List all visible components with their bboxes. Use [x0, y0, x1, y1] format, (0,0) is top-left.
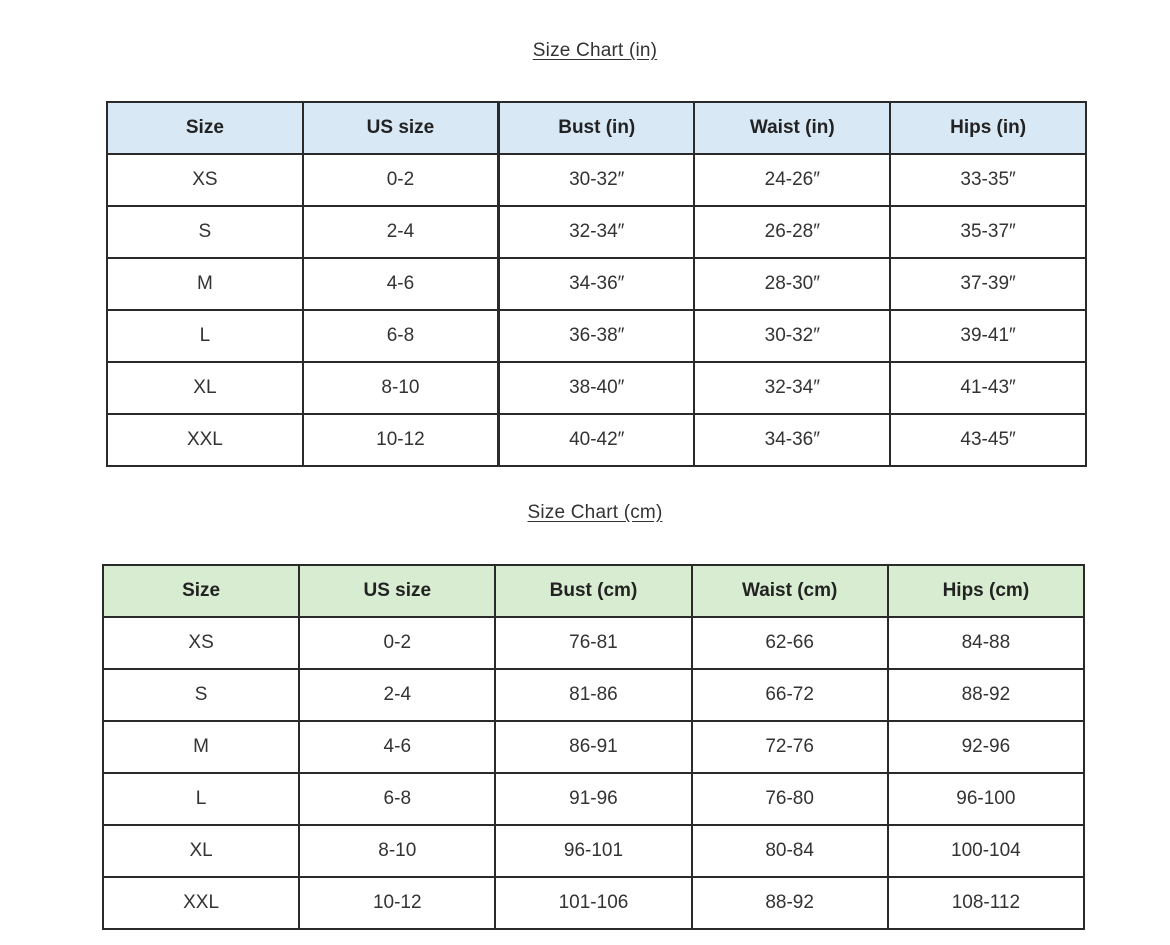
- cell-size: L: [103, 773, 299, 825]
- cell-hips: 84-88: [888, 617, 1084, 669]
- size-chart-in-title: Size Chart (in): [532, 40, 658, 61]
- cell-size: XS: [107, 154, 303, 206]
- cell-size: XXL: [107, 414, 303, 466]
- table-row: [107, 258, 1086, 310]
- table-row: [103, 825, 1084, 877]
- cell-waist: 26-28″: [694, 206, 890, 258]
- table-row: [107, 310, 1086, 362]
- table-row: [107, 206, 1086, 258]
- cell-bust: 76-81: [495, 617, 691, 669]
- cell-size: L: [107, 310, 303, 362]
- cell-waist: 72-76: [692, 721, 888, 773]
- cell-size: M: [103, 721, 299, 773]
- header-us-size: US size: [303, 102, 499, 154]
- cell-hips: 33-35″: [890, 154, 1086, 206]
- cell-us-size: 4-6: [299, 721, 495, 773]
- cell-waist: 32-34″: [694, 362, 890, 414]
- cell-us-size: 6-8: [299, 773, 495, 825]
- header-hips: Hips (cm): [888, 565, 1084, 617]
- header-hips: Hips (in): [890, 102, 1086, 154]
- cell-hips: 37-39″: [890, 258, 1086, 310]
- cell-us-size: 6-8: [303, 310, 499, 362]
- size-chart-in-table: [106, 101, 1087, 467]
- cell-hips: 39-41″: [890, 310, 1086, 362]
- cell-hips: 108-112: [888, 877, 1084, 929]
- table-row: [107, 414, 1086, 466]
- cell-size: XXL: [103, 877, 299, 929]
- cell-waist: 24-26″: [694, 154, 890, 206]
- cell-hips: 35-37″: [890, 206, 1086, 258]
- cell-bust: 86-91: [495, 721, 691, 773]
- cell-hips: 92-96: [888, 721, 1084, 773]
- header-size: Size: [107, 102, 303, 154]
- cell-bust: 101-106: [495, 877, 691, 929]
- header-bust: Bust (in): [499, 102, 695, 154]
- cell-bust: 40-42″: [499, 414, 695, 466]
- cell-us-size: 2-4: [299, 669, 495, 721]
- header-size: Size: [103, 565, 299, 617]
- cell-waist: 28-30″: [694, 258, 890, 310]
- cell-us-size: 2-4: [303, 206, 499, 258]
- cell-size: S: [103, 669, 299, 721]
- table-row: [103, 669, 1084, 721]
- cell-waist: 30-32″: [694, 310, 890, 362]
- cell-size: XL: [103, 825, 299, 877]
- header-waist: Waist (cm): [692, 565, 888, 617]
- cell-size: S: [107, 206, 303, 258]
- cell-us-size: 0-2: [303, 154, 499, 206]
- cell-hips: 96-100: [888, 773, 1084, 825]
- cell-bust: 34-36″: [499, 258, 695, 310]
- cell-bust: 30-32″: [499, 154, 695, 206]
- table-row: [107, 154, 1086, 206]
- size-chart-cm-title: Size Chart (cm): [527, 502, 663, 523]
- cell-bust: 32-34″: [499, 206, 695, 258]
- cell-us-size: 8-10: [303, 362, 499, 414]
- cell-hips: 41-43″: [890, 362, 1086, 414]
- cell-waist: 66-72: [692, 669, 888, 721]
- cell-waist: 88-92: [692, 877, 888, 929]
- cell-hips: 43-45″: [890, 414, 1086, 466]
- cell-us-size: 0-2: [299, 617, 495, 669]
- header-waist: Waist (in): [694, 102, 890, 154]
- header-bust: Bust (cm): [495, 565, 691, 617]
- cell-hips: 100-104: [888, 825, 1084, 877]
- cell-size: XL: [107, 362, 303, 414]
- cell-waist: 80-84: [692, 825, 888, 877]
- cell-bust: 91-96: [495, 773, 691, 825]
- cell-waist: 76-80: [692, 773, 888, 825]
- table-header-row: [103, 565, 1084, 617]
- cell-size: M: [107, 258, 303, 310]
- cell-size: XS: [103, 617, 299, 669]
- table-row: [103, 721, 1084, 773]
- cell-waist: 34-36″: [694, 414, 890, 466]
- cell-bust: 38-40″: [499, 362, 695, 414]
- cell-hips: 88-92: [888, 669, 1084, 721]
- table-row: [107, 362, 1086, 414]
- cell-us-size: 10-12: [303, 414, 499, 466]
- cell-us-size: 8-10: [299, 825, 495, 877]
- header-us-size: US size: [299, 565, 495, 617]
- table-header-row: [107, 102, 1086, 154]
- size-chart-cm-table: [102, 564, 1085, 930]
- cell-us-size: 10-12: [299, 877, 495, 929]
- table-row: [103, 617, 1084, 669]
- cell-waist: 62-66: [692, 617, 888, 669]
- table-row: [103, 773, 1084, 825]
- cell-bust: 36-38″: [499, 310, 695, 362]
- cell-bust: 81-86: [495, 669, 691, 721]
- cell-bust: 96-101: [495, 825, 691, 877]
- table-row: [103, 877, 1084, 929]
- cell-us-size: 4-6: [303, 258, 499, 310]
